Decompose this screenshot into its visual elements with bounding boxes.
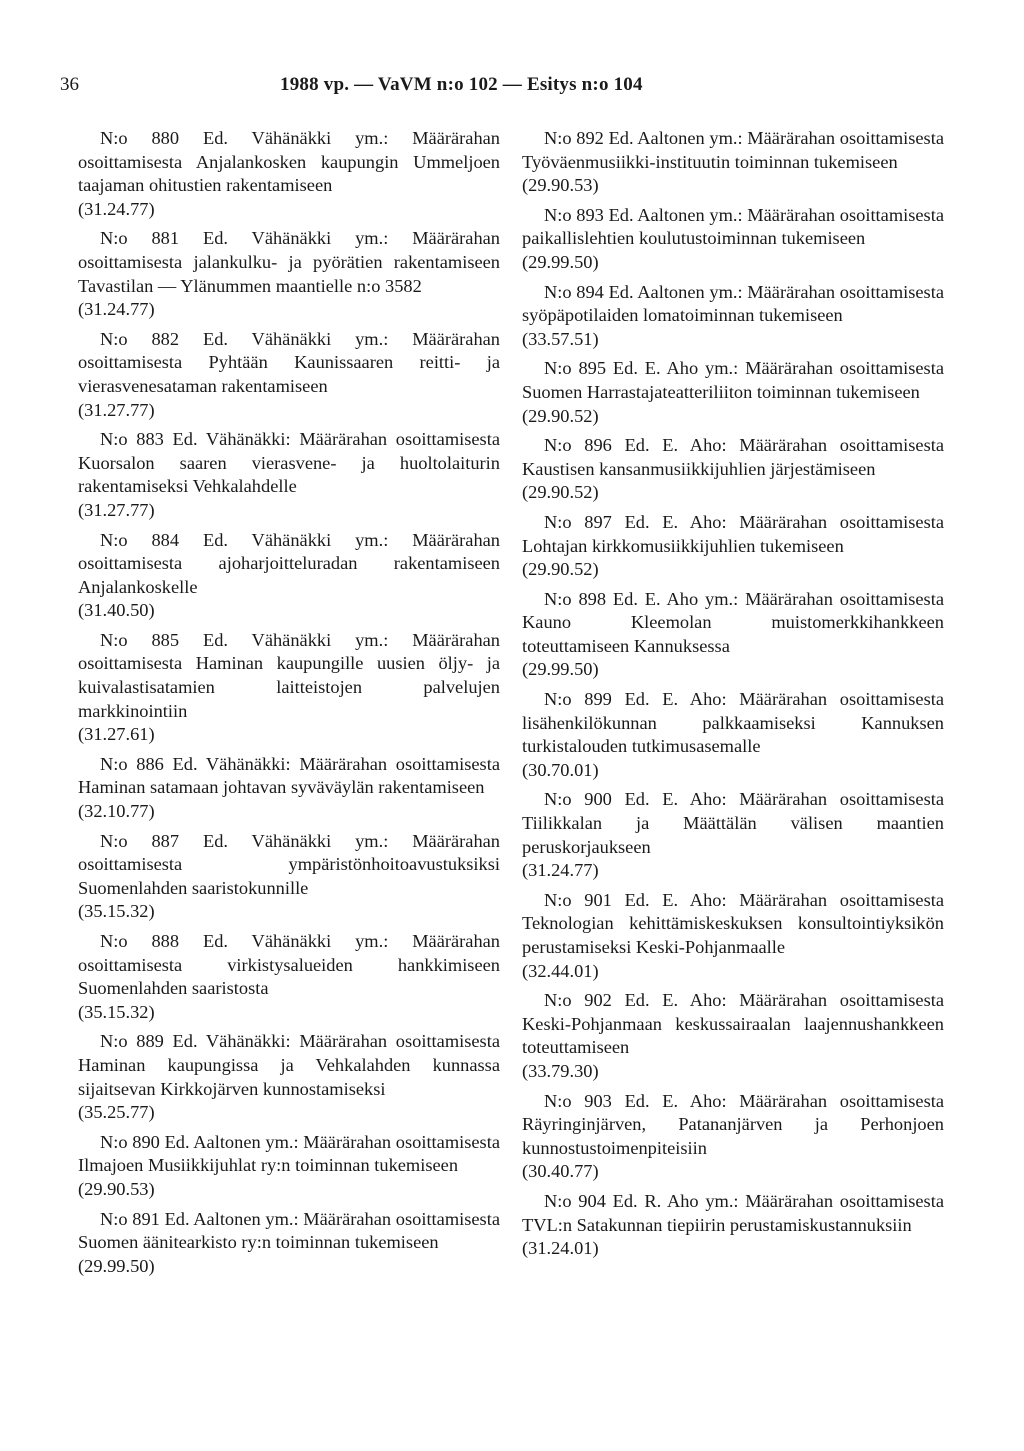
budget-item-code: (35.15.32) xyxy=(78,1001,155,1022)
motion-entry xyxy=(522,1190,944,1261)
budget-item-code: (31.24.77) xyxy=(78,198,155,219)
motion-text: N:o 897 Ed. E. Aho: Määrärahan osoittamisesta Lohtajan kirkkomusiikkijuhlien tukemiseen xyxy=(522,511,944,556)
motion-text: N:o 903 Ed. E. Aho: Määrärahan osoittamisesta Räyringinjärven, Patananjärven ja Perhonjoen kunnostustoimenpiteisiin xyxy=(522,1090,944,1158)
motion-entry xyxy=(522,511,944,582)
budget-item-code: (31.24.01) xyxy=(522,1238,599,1259)
motion-entry xyxy=(522,788,944,882)
motion-text: N:o 894 Ed. Aaltonen ym.: Määrärahan osoittamisesta syöpäpotilaiden lomatoiminnan tukemiseen xyxy=(522,281,944,326)
motion-text: N:o 890 Ed. Aaltonen ym.: Määrärahan osoittamisesta Ilmajoen Musiikkijuhlat ry:n toiminnan tukemiseen xyxy=(78,1131,500,1176)
budget-item-code: (31.27.77) xyxy=(78,499,155,520)
motion-entry xyxy=(78,127,500,221)
motion-text: N:o 900 Ed. E. Aho: Määrärahan osoittamisesta Tiilikkalan ja Määttälän välisen maantien peruskorjaukseen xyxy=(522,789,944,857)
motion-text: N:o 899 Ed. E. Aho: Määrärahan osoittamisesta lisähenkilökunnan palkkaamiseksi Kannuksen turkistalouden tutkimusasemalle xyxy=(522,689,944,757)
motion-text: N:o 901 Ed. E. Aho: Määrärahan osoittamisesta Teknologian kehittämiskeskuksen konsultointiyksikön perustamiseksi Keski-Pohjanmaalle xyxy=(522,889,944,957)
motion-entry xyxy=(522,434,944,505)
motion-text: N:o 885 Ed. Vähänäkki ym.: Määrärahan osoittamisesta Haminan kaupungille uusien öljy- ja kuivalastisatamien laitteistojen palvelujen markkinointiin xyxy=(78,629,500,721)
motion-text: N:o 886 Ed. Vähänäkki: Määrärahan osoittamisesta Haminan satamaan johtavan syväväylän rakentamiseen xyxy=(78,753,500,798)
motion-entry xyxy=(522,889,944,983)
motion-text: N:o 898 Ed. E. Aho ym.: Määrärahan osoittamisesta Kauno Kleemolan muistomerkkihankkeen toteuttamiseen Kannuksessa xyxy=(522,588,944,656)
motion-entry xyxy=(78,1030,500,1124)
budget-item-code: (31.27.61) xyxy=(78,724,155,745)
budget-item-code: (30.40.77) xyxy=(522,1161,599,1182)
budget-item-code: (29.90.52) xyxy=(522,405,599,426)
right-column xyxy=(522,127,944,1267)
budget-item-code: (35.25.77) xyxy=(78,1102,155,1123)
motion-entry xyxy=(78,428,500,522)
page-header xyxy=(60,70,960,100)
motion-entry xyxy=(78,1131,500,1202)
motion-entry xyxy=(78,753,500,824)
motion-entry xyxy=(522,281,944,352)
motion-entry xyxy=(78,227,500,321)
motion-text: N:o 893 Ed. Aaltonen ym.: Määrärahan osoittamisesta paikallislehtien koulutustoiminnan tukemiseen xyxy=(522,204,944,249)
budget-item-code: (31.40.50) xyxy=(78,600,155,621)
budget-item-code: (29.99.50) xyxy=(522,659,599,680)
motion-text: N:o 892 Ed. Aaltonen ym.: Määrärahan osoittamisesta Työväenmusiikki-instituutin toiminnan tukemiseen xyxy=(522,128,944,172)
motion-text: N:o 887 Ed. Vähänäkki ym.: Määrärahan osoittamisesta ympäristönhoitoavustuksiksi Suomenlahden saaristokunnille xyxy=(78,830,500,898)
motion-text: N:o 882 Ed. Vähänäkki ym.: Määrärahan osoittamisesta Pyhtään Kaunissaaren reitti- ja vierasvenesataman rakentamiseen xyxy=(78,328,500,396)
page-number: 36 xyxy=(60,74,79,95)
motion-text: N:o 902 Ed. E. Aho: Määrärahan osoittamisesta Keski-Pohjanmaan keskussairaalan laajennushankkeen toteuttamiseen xyxy=(522,990,944,1058)
budget-item-code: (31.24.77) xyxy=(522,860,599,881)
motion-entry xyxy=(78,930,500,1024)
motion-entry xyxy=(78,830,500,924)
running-title: 1988 vp. — VaVM n:o 102 — Esitys n:o 104 xyxy=(280,74,643,95)
motion-text: N:o 891 Ed. Aaltonen ym.: Määrärahan osoittamisesta Suomen äänitearkisto ry:n toiminnan tukemiseen xyxy=(78,1208,500,1253)
motion-entry xyxy=(522,357,944,428)
motion-text: N:o 889 Ed. Vähänäkki: Määrärahan osoittamisesta Haminan kaupungissa ja Vehkalahden kunnassa sijaitsevan Kirkkojärven kunnostamiseksi xyxy=(78,1031,500,1099)
motion-entry xyxy=(522,688,944,782)
budget-item-code: (29.90.53) xyxy=(522,175,599,196)
motion-entry xyxy=(522,204,944,275)
budget-item-code: (29.90.53) xyxy=(78,1178,155,1199)
motion-text: N:o 896 Ed. E. Aho: Määrärahan osoittamisesta Kaustisen kansanmusiikkijuhlien järjestämiseen xyxy=(522,435,944,479)
budget-item-code: (30.70.01) xyxy=(522,759,599,780)
motion-text: N:o 883 Ed. Vähänäkki: Määrärahan osoittamisesta Kuorsalon saaren vierasvene- ja huoltolaiturin rakentamiseksi Vehkalahdelle xyxy=(78,429,500,497)
motion-entry xyxy=(78,529,500,623)
budget-item-code: (35.15.32) xyxy=(78,901,155,922)
budget-item-code: (29.99.50) xyxy=(78,1255,155,1276)
left-column xyxy=(78,127,500,1284)
motion-entry xyxy=(522,1090,944,1184)
motion-entry xyxy=(78,328,500,422)
budget-item-code: (29.90.52) xyxy=(522,482,599,503)
budget-item-code: (33.57.51) xyxy=(522,328,599,349)
motion-entry xyxy=(522,588,944,682)
motion-text: N:o 895 Ed. E. Aho ym.: Määrärahan osoittamisesta Suomen Harrastajateatteriliiton toiminnan tukemiseen xyxy=(522,358,944,402)
budget-item-code: (31.24.77) xyxy=(78,299,155,320)
motion-text: N:o 884 Ed. Vähänäkki ym.: Määrärahan osoittamisesta ajoharjoitteluradan rakentamiseen Anjalankoskelle xyxy=(78,529,500,597)
motion-text: N:o 904 Ed. R. Aho ym.: Määrärahan osoittamisesta TVL:n Satakunnan tiepiirin perustamiskustannuksiin xyxy=(522,1190,944,1235)
motion-text: N:o 888 Ed. Vähänäkki ym.: Määrärahan osoittamisesta virkistysalueiden hankkimiseen Suomenlahden saaristosta xyxy=(78,931,500,999)
budget-item-code: (29.90.52) xyxy=(522,559,599,580)
motion-entry xyxy=(78,1208,500,1279)
motion-text: N:o 881 Ed. Vähänäkki ym.: Määrärahan osoittamisesta jalankulku- ja pyörätien rakentamiseen Tavastilan — Ylänummen maantielle n:o 3582 xyxy=(78,228,500,296)
budget-item-code: (32.44.01) xyxy=(522,960,599,981)
budget-item-code: (29.99.50) xyxy=(522,251,599,272)
motion-entry xyxy=(522,127,944,198)
motion-text: N:o 880 Ed. Vähänäkki ym.: Määrärahan osoittamisesta Anjalankosken kaupungin Ummeljoen taajaman ohitustien rakentamiseen xyxy=(78,128,500,196)
motion-entry xyxy=(522,989,944,1083)
budget-item-code: (32.10.77) xyxy=(78,801,155,822)
budget-item-code: (33.79.30) xyxy=(522,1060,599,1081)
motion-entry xyxy=(78,629,500,747)
budget-item-code: (31.27.77) xyxy=(78,399,155,420)
